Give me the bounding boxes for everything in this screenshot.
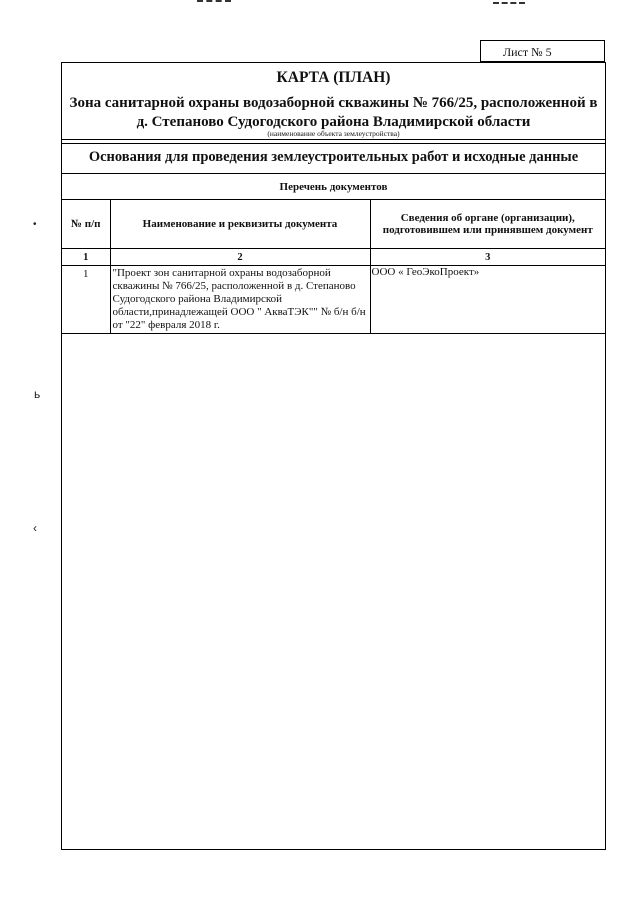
organization-name: ООО « ГеоЭкоПроект» [370,266,605,334]
scan-artifact [493,2,525,7]
column-header-number: № п/п [62,200,110,249]
object-name-caption: (наименование объекта землеустройства) [267,129,400,138]
table-header-row [62,200,605,249]
row-number: 1 [62,266,110,334]
documents-list-title: Перечень документов [279,181,388,193]
document-title: КАРТА (ПЛАН) [276,69,391,86]
documents-table [62,199,605,334]
document-name: "Проект зон санитарной охраны водозаборной скважины № 766/25, расположенной в д. Степаново Судогодского района Владимирской области,принадлежащей ООО " АкваТЭК"" № б/н б/н от "22" февраля 2018 г. [110,266,370,334]
column-number: 1 [62,249,110,266]
table-row [62,266,605,334]
document-frame [61,62,606,850]
scan-artifact: • [33,219,37,230]
column-header-document: Наименование и реквизиты документа [110,200,370,249]
object-name-line2: д. Степаново Судогодского района Владимирской области [136,114,531,130]
divider [62,139,605,140]
column-header-organization: Сведения об органе (организации), подготовившем или принявшем документ [370,200,605,249]
column-number: 2 [110,249,370,266]
scan-artifact: ‹ [33,521,37,535]
section-title: Основания для проведения землеустроительных работ и исходные данные [88,149,579,165]
scan-artifact [197,0,231,5]
sheet-number: Лист № 5 [480,40,605,62]
column-number: 3 [370,249,605,266]
divider [62,173,605,174]
divider [62,143,605,144]
column-number-row [62,249,605,266]
scan-artifact: ь [34,387,41,401]
object-name-line1: Зона санитарной охраны водозаборной скважины № 766/25, расположенной в [69,95,598,111]
